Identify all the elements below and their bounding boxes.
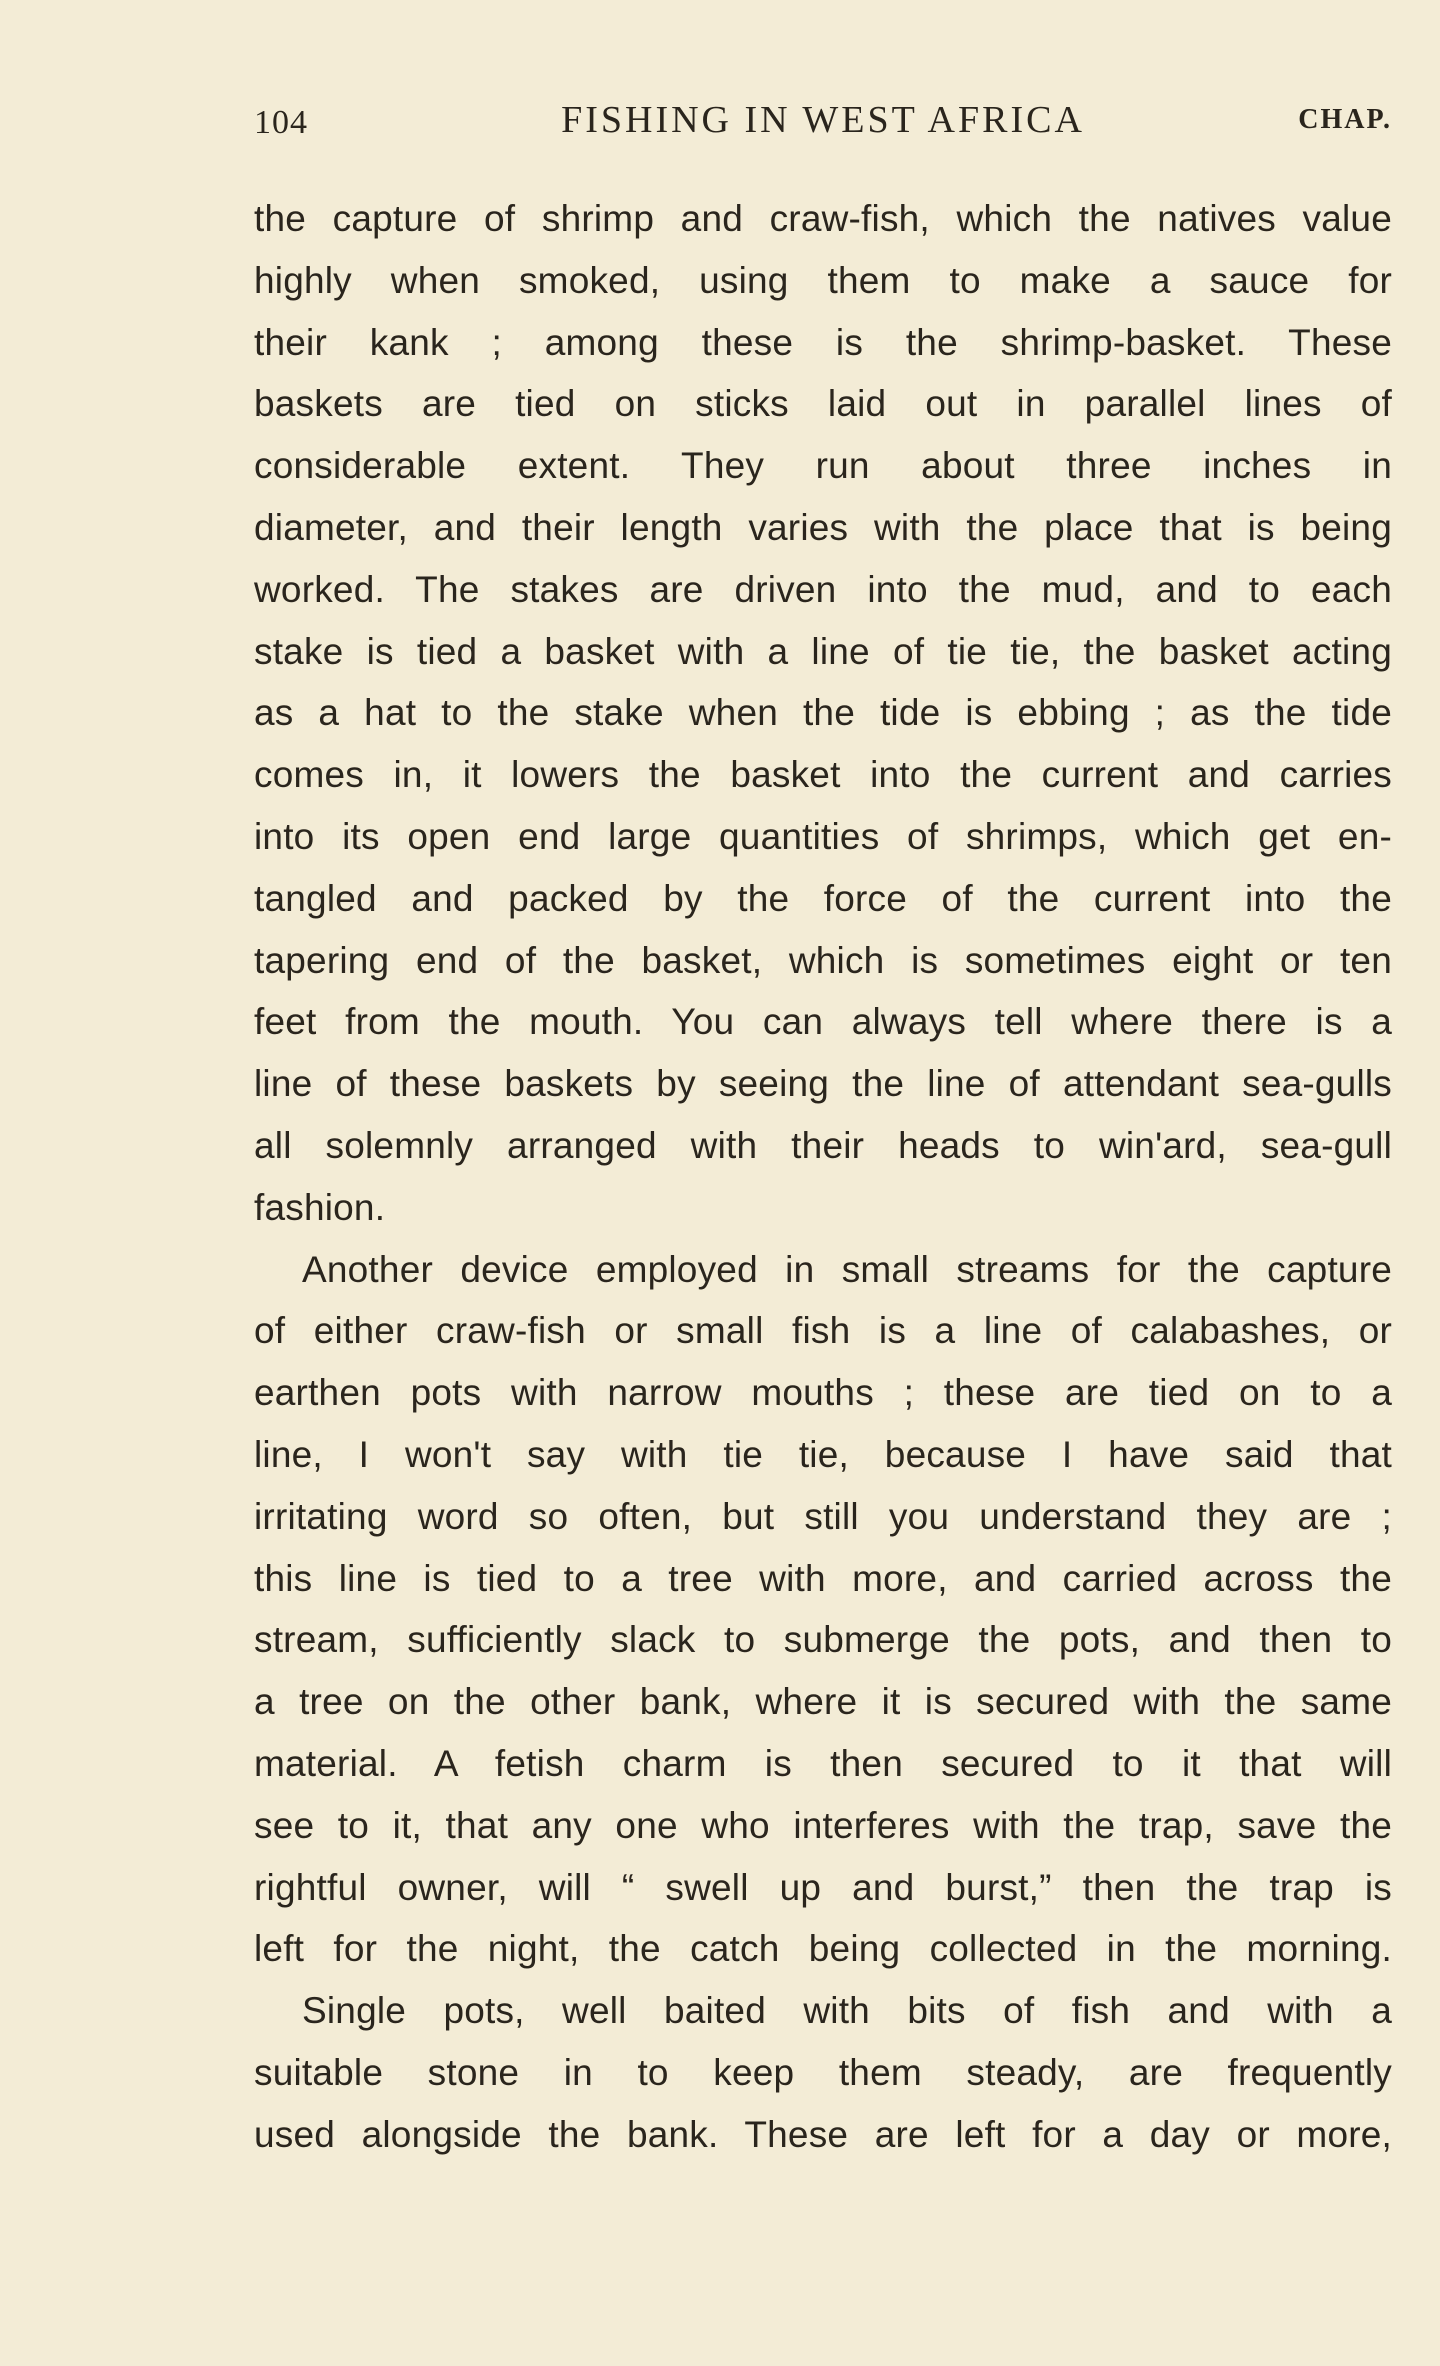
text-line: used alongside the bank. These are left for a day or more,	[254, 2113, 1392, 2155]
text-line: suitable stone in to keep them steady, are frequently	[254, 2051, 1392, 2093]
text-line: stream, sufficiently slack to submerge the pots, and then to	[254, 1619, 1392, 1661]
body-text	[254, 188, 1392, 2166]
text-line: line, I won't say with tie tie, because I have said that	[254, 1433, 1392, 1475]
text-line: of either craw-fish or small fish is a line of calabashes, or	[254, 1310, 1392, 1352]
text-line: irritating word so often, but still you understand they are ;	[254, 1495, 1392, 1537]
page-number: 104	[254, 104, 308, 141]
text-line: worked. The stakes are driven into the mud, and to each	[254, 568, 1392, 610]
text-line: left for the night, the catch being collected in the morning.	[254, 1928, 1392, 1970]
text-line: diameter, and their length varies with the place that is being	[254, 506, 1392, 548]
text-line: as a hat to the stake when the tide is ebbing ; as the tide	[254, 692, 1392, 734]
text-line: into its open end large quantities of shrimps, which get en-	[254, 815, 1392, 857]
text-line: the capture of shrimp and craw-fish, which the natives value	[254, 198, 1392, 239]
text-line: highly when smoked, using them to make a sauce for	[254, 259, 1392, 301]
paragraph-start-line: Single pots, well baited with bits of fish and with a	[302, 1990, 1392, 2032]
text-line: baskets are tied on sticks laid out in parallel lines of	[254, 383, 1392, 425]
text-line: see to it, that any one who interferes with the trap, save the	[254, 1804, 1392, 1846]
text-line: tangled and packed by the force of the current into the	[254, 877, 1392, 919]
text-line: line of these baskets by seeing the line of attendant sea-gulls	[254, 1063, 1392, 1105]
text-line: material. A fetish charm is then secured to it that will	[254, 1742, 1392, 1784]
running-head	[254, 98, 1392, 158]
paragraph-start-line: Another device employed in small streams for the capture	[302, 1248, 1392, 1290]
chapter-mark: CHAP.	[1298, 104, 1392, 135]
text-line: considerable extent. They run about three inches in	[254, 445, 1392, 487]
text-line: their kank ; among these is the shrimp-basket. These	[254, 321, 1392, 363]
text-line: stake is tied a basket with a line of tie tie, the basket acting	[254, 630, 1392, 672]
text-line: all solemnly arranged with their heads to win'ard, sea-gull	[254, 1124, 1392, 1166]
text-line: feet from the mouth. You can always tell where there is a	[254, 1001, 1392, 1043]
running-title: FISHING IN WEST AFRICA	[561, 99, 1085, 141]
text-line: tapering end of the basket, which is sometimes eight or ten	[254, 939, 1392, 981]
text-line: rightful owner, will “ swell up and burst,” then the trap is	[254, 1866, 1392, 1908]
text-line: comes in, it lowers the basket into the current and carries	[254, 754, 1392, 796]
text-line: a tree on the other bank, where it is secured with the same	[254, 1681, 1392, 1723]
text-line: earthen pots with narrow mouths ; these are tied on to a	[254, 1372, 1392, 1414]
paragraph-end-line: fashion.	[254, 1186, 386, 1228]
text-line: this line is tied to a tree with more, and carried across the	[254, 1557, 1392, 1599]
